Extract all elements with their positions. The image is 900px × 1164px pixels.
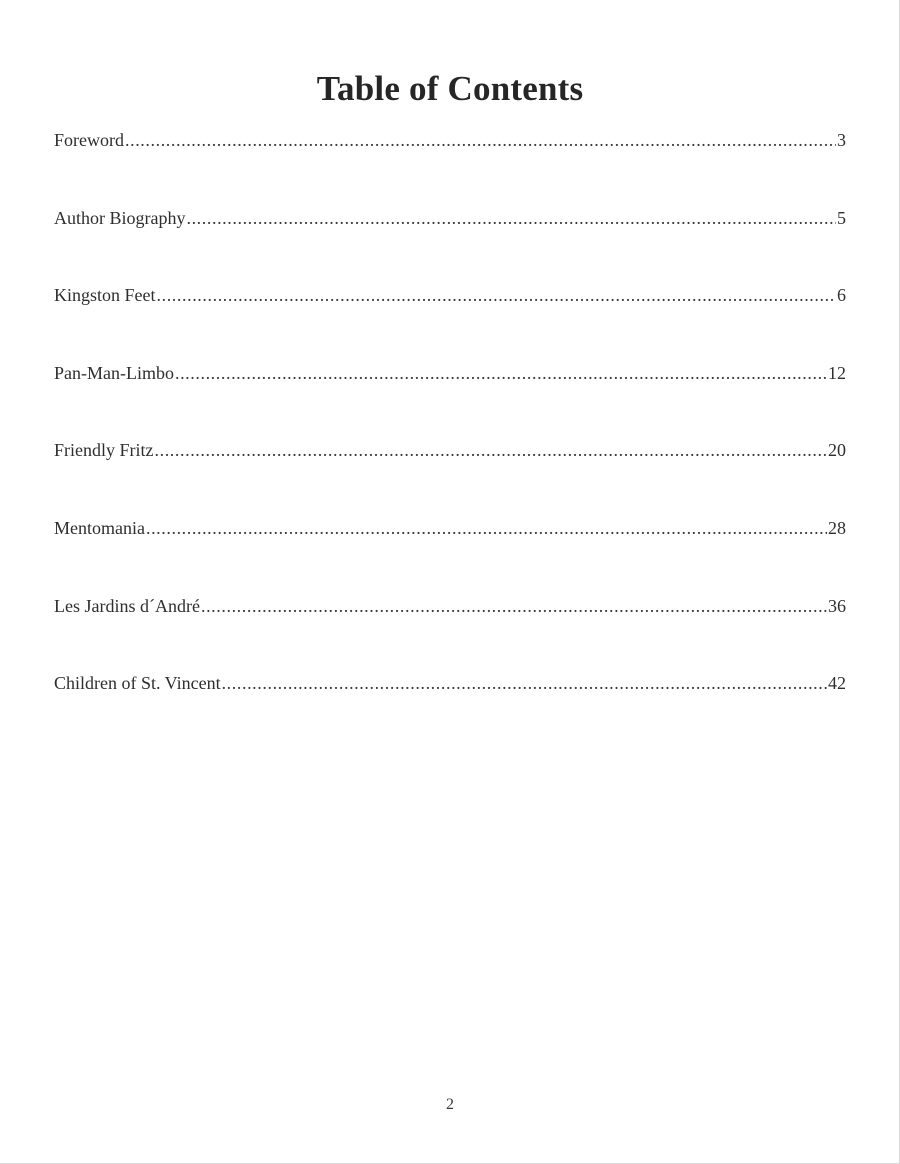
toc-entry-kingston-feet [54,281,846,359]
toc-dot-leader [125,126,836,154]
toc-entry-label: Mentomania [54,517,145,538]
page-title: Table of Contents [316,69,584,109]
toc-entry-page: 36 [828,595,846,616]
toc-entry-page: 12 [828,362,846,383]
toc-entry-page: 20 [828,440,846,461]
toc-entry-foreword [54,126,846,204]
toc-entry-children-of-st-vincent [54,669,846,747]
toc-entry-page: 42 [828,673,846,694]
toc-entry-page: 5 [837,207,846,228]
toc-entry-label: Kingston Feet [54,285,156,306]
toc-dot-leader [186,204,836,232]
toc-entry-les-jardins-dandre [54,592,846,670]
toc-entry-page: 6 [837,285,846,306]
page-number: 2 [446,1096,454,1113]
toc-dot-leader [146,514,827,542]
toc-dot-leader [201,592,827,620]
toc-dot-leader [175,359,827,387]
toc-entry-label: Les Jardins d´André [54,595,200,616]
toc-entry-friendly-fritz [54,436,846,514]
toc-entry-page: 3 [837,130,846,150]
toc-entry-label: Children of St. Vincent [54,673,221,694]
table-of-contents [54,126,846,747]
toc-entry-page: 28 [828,517,846,538]
toc-dot-leader [155,436,828,464]
toc-entry-label: Pan-Man-Limbo [54,362,174,383]
toc-dot-leader [222,669,827,697]
toc-entry-label: Friendly Fritz [54,440,154,461]
toc-entry-pan-man-limbo [54,359,846,437]
toc-entry-label: Foreword [54,130,124,150]
toc-dot-leader [157,281,837,309]
toc-entry-author-biography [54,204,846,282]
toc-entry-mentomania [54,514,846,592]
toc-entry-label: Author Biography [54,207,186,228]
